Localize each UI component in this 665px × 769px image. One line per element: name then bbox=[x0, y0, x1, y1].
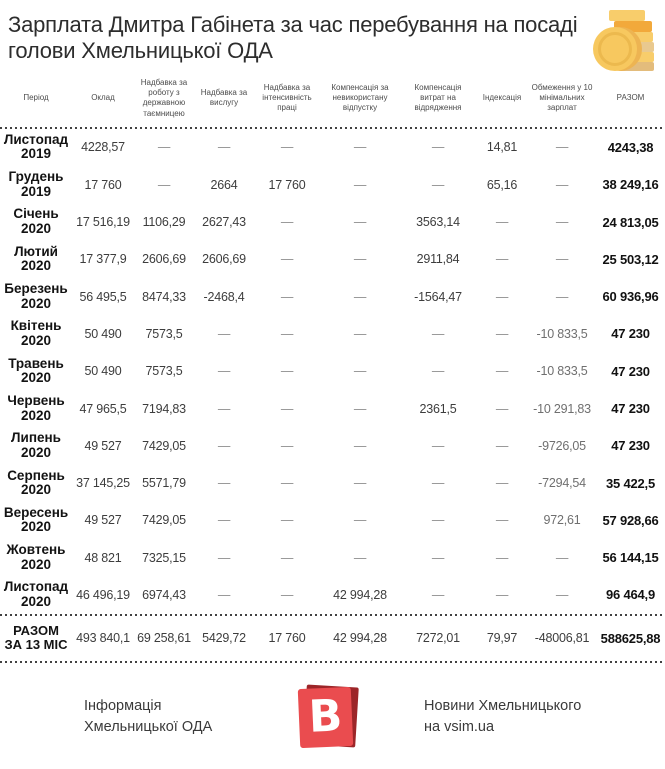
value-cell: — bbox=[217, 438, 231, 453]
value-cell: 6974,43 bbox=[142, 587, 186, 602]
value-cell: 1106,29 bbox=[142, 215, 186, 230]
period-cell bbox=[0, 580, 72, 609]
period-year: 2019 bbox=[20, 183, 52, 199]
period-year: 2020 bbox=[20, 332, 52, 348]
value-cell: — bbox=[280, 289, 294, 304]
value-cell: -10 833,5 bbox=[536, 326, 588, 341]
row-total-cell: 60 936,96 bbox=[602, 289, 659, 305]
column-header-travel-comp: Компенсація витрат на відрядження bbox=[414, 82, 462, 113]
period-year: 2020 bbox=[20, 407, 52, 423]
table-row bbox=[0, 539, 665, 576]
page-title: Зарплата Дмитра Габінета за час перебування на посаді голови Хмельницької ОДА bbox=[8, 12, 578, 64]
period-year: 2019 bbox=[20, 146, 52, 162]
value-cell: — bbox=[353, 177, 367, 192]
period-year: 2020 bbox=[20, 519, 52, 535]
value-cell: — bbox=[280, 476, 294, 491]
value-cell: 49 527 bbox=[84, 438, 122, 453]
value-cell: — bbox=[217, 140, 231, 155]
value-cell: -1564,47 bbox=[414, 289, 462, 304]
value-cell: 65,16 bbox=[486, 177, 518, 192]
period-cell bbox=[0, 357, 72, 386]
value-cell: — bbox=[495, 252, 509, 267]
value-cell: — bbox=[353, 289, 367, 304]
value-cell: — bbox=[157, 177, 171, 192]
value-cell: 7194,83 bbox=[142, 401, 186, 416]
value-cell: — bbox=[431, 177, 445, 192]
period-year: 2020 bbox=[20, 370, 52, 386]
value-cell: — bbox=[431, 438, 445, 453]
value-cell: — bbox=[280, 401, 294, 416]
row-total-cell: 47 230 bbox=[611, 401, 650, 416]
column-header-intensity: Надбавка за інтенсивність праці bbox=[262, 82, 312, 113]
footer bbox=[0, 663, 665, 750]
value-cell: — bbox=[217, 513, 231, 528]
value-cell: — bbox=[280, 364, 294, 379]
table-row bbox=[0, 129, 665, 166]
column-header-total: РАЗОМ bbox=[616, 93, 645, 103]
value-cell: — bbox=[353, 513, 367, 528]
period-month: Жовтень bbox=[6, 542, 66, 558]
value-cell: — bbox=[495, 401, 509, 416]
value-cell: — bbox=[217, 476, 231, 491]
period-year: 2020 bbox=[20, 221, 52, 237]
value-cell: 47 965,5 bbox=[79, 401, 127, 416]
period-month: Квітень bbox=[10, 318, 62, 334]
value-cell: 3563,14 bbox=[416, 215, 460, 230]
totals-secrecy-bonus: 69 258,61 bbox=[137, 631, 191, 646]
footer-source-line1: Інформація bbox=[84, 698, 162, 715]
period-month: Листопад bbox=[3, 579, 69, 595]
totals-intensity: 17 760 bbox=[268, 631, 306, 646]
row-total-cell: 56 144,15 bbox=[602, 550, 659, 566]
period-year: 2020 bbox=[20, 295, 52, 311]
table-row bbox=[0, 427, 665, 464]
period-year: 2020 bbox=[20, 444, 52, 460]
value-cell: — bbox=[217, 364, 231, 379]
period-year: 2020 bbox=[20, 258, 52, 274]
totals-indexation: 79,97 bbox=[486, 631, 518, 646]
value-cell: 17 760 bbox=[84, 177, 122, 192]
period-month: Листопад bbox=[3, 131, 69, 147]
footer-source-note bbox=[84, 696, 218, 737]
period-month: Грудень bbox=[8, 169, 64, 185]
header bbox=[0, 0, 665, 65]
value-cell: — bbox=[555, 289, 569, 304]
column-header-indexation: Індексація bbox=[482, 93, 522, 103]
totals-vacation-comp: 42 994,28 bbox=[333, 631, 387, 646]
table-body bbox=[0, 129, 665, 614]
period-cell bbox=[0, 133, 72, 162]
column-header-vacation-comp: Компенсація за невикористану відпустку bbox=[331, 82, 389, 113]
period-month: Липень bbox=[11, 430, 61, 446]
value-cell: — bbox=[353, 326, 367, 341]
coins-icon bbox=[593, 4, 663, 72]
value-cell: — bbox=[431, 140, 445, 155]
table-row bbox=[0, 502, 665, 539]
value-cell: — bbox=[431, 550, 445, 565]
value-cell: — bbox=[555, 215, 569, 230]
value-cell: — bbox=[495, 587, 509, 602]
value-cell: — bbox=[555, 587, 569, 602]
value-cell: 48 821 bbox=[84, 550, 122, 565]
row-total-cell: 35 422,5 bbox=[605, 475, 655, 491]
value-cell: — bbox=[280, 438, 294, 453]
period-cell bbox=[0, 245, 72, 274]
value-cell: 972,61 bbox=[543, 513, 581, 528]
value-cell: — bbox=[280, 215, 294, 230]
value-cell: — bbox=[280, 326, 294, 341]
totals-salary: 493 840,1 bbox=[76, 631, 130, 646]
value-cell: — bbox=[555, 550, 569, 565]
value-cell: 2911,84 bbox=[416, 252, 460, 267]
totals-row bbox=[0, 616, 665, 661]
period-cell bbox=[0, 319, 72, 348]
period-year: 2020 bbox=[20, 556, 52, 572]
value-cell: — bbox=[431, 476, 445, 491]
period-month: Травень bbox=[8, 355, 64, 371]
value-cell: 50 490 bbox=[84, 326, 122, 341]
table-row bbox=[0, 166, 665, 203]
totals-seniority: 5429,72 bbox=[202, 631, 246, 646]
column-header-seniority: Надбавка за вислугу bbox=[200, 87, 248, 108]
row-total-cell: 4243,38 bbox=[607, 139, 654, 155]
row-total-cell: 25 503,12 bbox=[602, 251, 659, 267]
table-row bbox=[0, 576, 665, 613]
value-cell: — bbox=[353, 401, 367, 416]
period-cell bbox=[0, 431, 72, 460]
value-cell: 8474,33 bbox=[142, 289, 186, 304]
period-month: Лютий bbox=[14, 243, 58, 259]
period-month: Березень bbox=[4, 281, 68, 297]
value-cell: -10 833,5 bbox=[536, 364, 588, 379]
value-cell: -10 291,83 bbox=[533, 401, 591, 416]
table-header-row bbox=[0, 70, 665, 127]
column-header-salary: Оклад bbox=[91, 93, 115, 103]
value-cell: 7429,05 bbox=[142, 513, 186, 528]
column-header-secrecy-bonus: Надбавка за роботу з державною таємницею bbox=[140, 77, 188, 118]
value-cell: 2627,43 bbox=[202, 215, 246, 230]
value-cell: 14,81 bbox=[486, 140, 518, 155]
value-cell: 49 527 bbox=[84, 513, 122, 528]
vsim-logo-letter: В bbox=[307, 689, 344, 742]
value-cell: — bbox=[157, 140, 171, 155]
value-cell: 2664 bbox=[210, 177, 238, 192]
period-cell bbox=[0, 282, 72, 311]
table-row bbox=[0, 390, 665, 427]
value-cell: 17 377,9 bbox=[79, 252, 127, 267]
table-row bbox=[0, 315, 665, 352]
period-year: 2020 bbox=[20, 593, 52, 609]
value-cell: -9726,05 bbox=[538, 438, 586, 453]
value-cell: — bbox=[217, 326, 231, 341]
period-cell bbox=[0, 207, 72, 236]
row-total-cell: 24 813,05 bbox=[602, 214, 659, 230]
value-cell: — bbox=[280, 513, 294, 528]
value-cell: 7429,05 bbox=[142, 438, 186, 453]
value-cell: 50 490 bbox=[84, 364, 122, 379]
value-cell: -2468,4 bbox=[203, 289, 245, 304]
value-cell: 37 145,25 bbox=[76, 476, 130, 491]
footer-site-note bbox=[424, 696, 581, 737]
value-cell: 17 760 bbox=[268, 177, 306, 192]
footer-site-line1: Новини Хмельницького bbox=[424, 698, 582, 715]
value-cell: — bbox=[431, 587, 445, 602]
totals-travel-comp: 7272,01 bbox=[416, 631, 460, 646]
period-month: Вересень bbox=[3, 504, 69, 520]
row-total-cell: 96 464,9 bbox=[605, 587, 655, 603]
period-month: Серпень bbox=[7, 467, 65, 483]
value-cell: — bbox=[280, 252, 294, 267]
table-row bbox=[0, 203, 665, 240]
period-cell bbox=[0, 506, 72, 535]
table-row bbox=[0, 464, 665, 501]
table-row bbox=[0, 241, 665, 278]
value-cell: 2606,69 bbox=[142, 252, 186, 267]
value-cell: — bbox=[495, 513, 509, 528]
period-cell bbox=[0, 543, 72, 572]
column-header-cap: Обмеження у 10 мінімальних зарплат bbox=[531, 82, 593, 113]
value-cell: — bbox=[353, 438, 367, 453]
value-cell: — bbox=[555, 252, 569, 267]
value-cell: 2606,69 bbox=[202, 252, 246, 267]
value-cell: — bbox=[495, 550, 509, 565]
value-cell: — bbox=[353, 550, 367, 565]
value-cell: 2361,5 bbox=[419, 401, 457, 416]
value-cell: — bbox=[217, 550, 231, 565]
value-cell: -7294,54 bbox=[538, 476, 586, 491]
totals-grand-total: 588625,88 bbox=[600, 630, 661, 646]
period-month: Січень bbox=[13, 206, 59, 222]
value-cell: — bbox=[495, 364, 509, 379]
value-cell: — bbox=[495, 438, 509, 453]
value-cell: — bbox=[217, 401, 231, 416]
row-total-cell: 38 249,16 bbox=[602, 177, 659, 193]
value-cell: — bbox=[495, 215, 509, 230]
value-cell: — bbox=[353, 476, 367, 491]
value-cell: — bbox=[431, 326, 445, 341]
value-cell: — bbox=[280, 587, 294, 602]
value-cell: 7325,15 bbox=[142, 550, 186, 565]
value-cell: — bbox=[495, 289, 509, 304]
value-cell: 56 495,5 bbox=[79, 289, 127, 304]
value-cell: 42 994,28 bbox=[333, 587, 387, 602]
footer-site-line2: на vsim.ua bbox=[424, 718, 495, 735]
table-row bbox=[0, 278, 665, 315]
value-cell: — bbox=[280, 140, 294, 155]
period-cell bbox=[0, 170, 72, 199]
value-cell: — bbox=[217, 587, 231, 602]
period-month: Червень bbox=[7, 392, 65, 408]
value-cell: — bbox=[431, 364, 445, 379]
totals-label-line1: РАЗОМ bbox=[13, 623, 59, 639]
period-cell bbox=[0, 469, 72, 498]
value-cell: — bbox=[495, 476, 509, 491]
value-cell: — bbox=[555, 140, 569, 155]
value-cell: 17 516,19 bbox=[76, 215, 130, 230]
vsim-logo-face bbox=[298, 687, 354, 748]
totals-label bbox=[0, 624, 72, 652]
totals-cap: -48006,81 bbox=[534, 631, 590, 646]
value-cell: 7573,5 bbox=[145, 364, 183, 379]
row-total-cell: 47 230 bbox=[611, 438, 650, 454]
value-cell: 7573,5 bbox=[145, 326, 183, 341]
period-cell bbox=[0, 394, 72, 423]
value-cell: 46 496,19 bbox=[76, 587, 130, 602]
value-cell: 4228,57 bbox=[81, 140, 125, 155]
value-cell: — bbox=[495, 326, 509, 341]
row-total-cell: 47 230 bbox=[611, 363, 650, 379]
period-year: 2020 bbox=[20, 482, 52, 498]
value-cell: 5571,79 bbox=[142, 476, 186, 491]
value-cell: — bbox=[353, 252, 367, 267]
totals-label-line2: ЗА 13 МІС bbox=[4, 637, 68, 653]
value-cell: — bbox=[431, 513, 445, 528]
value-cell: — bbox=[555, 177, 569, 192]
value-cell: — bbox=[280, 550, 294, 565]
row-total-cell: 47 230 bbox=[611, 326, 650, 342]
row-total-cell: 57 928,66 bbox=[602, 512, 659, 528]
value-cell: — bbox=[353, 364, 367, 379]
footer-source-line2: Хмельницької ОДА bbox=[84, 718, 213, 735]
table-row bbox=[0, 353, 665, 390]
value-cell: — bbox=[353, 140, 367, 155]
vsim-logo bbox=[296, 684, 362, 750]
column-header-period: Період bbox=[23, 93, 49, 103]
value-cell: — bbox=[353, 215, 367, 230]
